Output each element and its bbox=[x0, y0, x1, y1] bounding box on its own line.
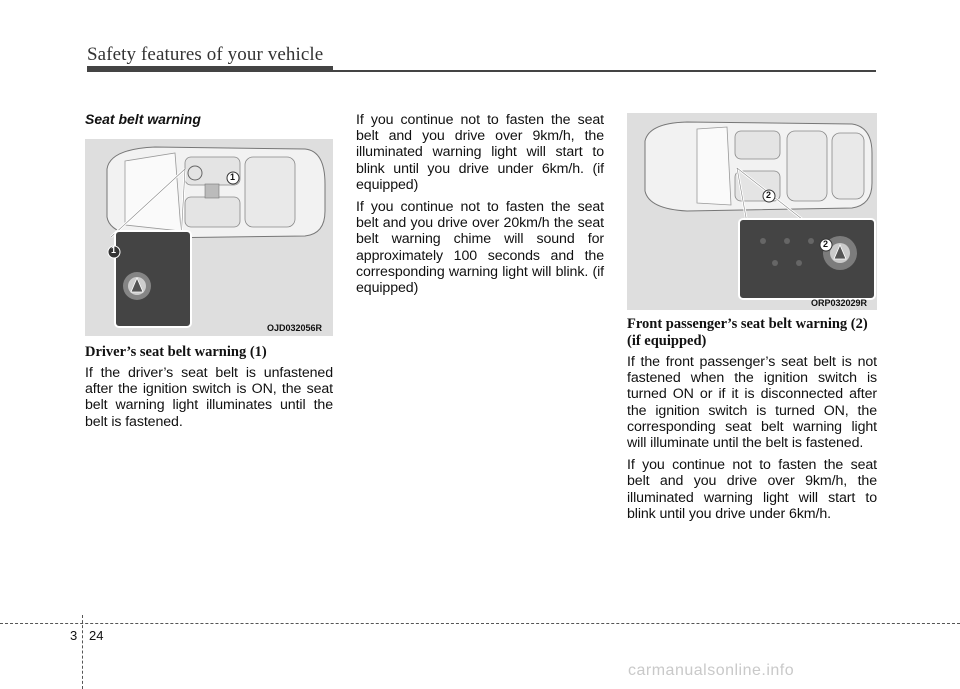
callout-1: 1 bbox=[230, 172, 236, 182]
site-watermark: carmanualsonline.info bbox=[628, 662, 795, 679]
passenger-seatbelt-figure bbox=[627, 113, 877, 310]
figure-code: OJD032056R bbox=[267, 323, 323, 333]
callout-2-inset: 2 bbox=[823, 239, 829, 249]
driver-seatbelt-heading: Driver’s seat belt warning (1) bbox=[85, 344, 267, 360]
passenger-paragraph-2: If you continue not to fasten the seat belt and you drive over 9km/h, the illuminated warning light will start to blink until you drive under 6km/h. bbox=[627, 457, 877, 522]
car-interior-illustration bbox=[627, 113, 877, 310]
driver-seatbelt-paragraph: If the driver’s seat belt is unfastened after the ignition switch is ON, the seat belt warning light illuminates until the belt is fastened. bbox=[85, 365, 333, 430]
driver-seatbelt-figure bbox=[85, 139, 333, 336]
passenger-seatbelt-heading: Front passenger’s seat belt warning (2) (if equipped) bbox=[627, 316, 868, 349]
figure-code: ORP032029R bbox=[811, 298, 868, 308]
footer-divider bbox=[0, 623, 960, 624]
middle-paragraph-1: If you continue not to fasten the seat belt and you drive over 9km/h, the illuminated warning light will start to blink until you drive under 6km/h. (if equipped) bbox=[356, 112, 604, 193]
footer-vertical-divider bbox=[82, 615, 83, 689]
middle-paragraph-2: If you continue not to fasten the seat belt and you drive over 20km/h the seat belt warning chime will sound for approximately 100 seconds and the corresponding warning light will blink. (if equipped) bbox=[356, 199, 604, 297]
page-header-title: Safety features of your vehicle bbox=[87, 44, 324, 65]
section-subheading: Seat belt warning bbox=[85, 111, 201, 127]
middle-column bbox=[356, 112, 604, 302]
passenger-paragraph-1: If the front passenger’s seat belt is not fastened when the ignition switch is turned ON or if it is disconnected after the ignition switch is turned ON, the corresponding seat belt warning light will illuminate until the belt is fastened. bbox=[627, 354, 877, 452]
right-column-body bbox=[627, 316, 877, 528]
header-rule bbox=[87, 70, 876, 72]
page-number: 24 bbox=[89, 628, 104, 643]
left-column bbox=[85, 111, 333, 127]
callout-1-inset: 1 bbox=[111, 245, 117, 255]
car-interior-illustration bbox=[85, 139, 333, 336]
left-column-body bbox=[85, 344, 333, 436]
callout-2: 2 bbox=[766, 190, 772, 200]
chapter-number: 3 bbox=[70, 628, 78, 643]
